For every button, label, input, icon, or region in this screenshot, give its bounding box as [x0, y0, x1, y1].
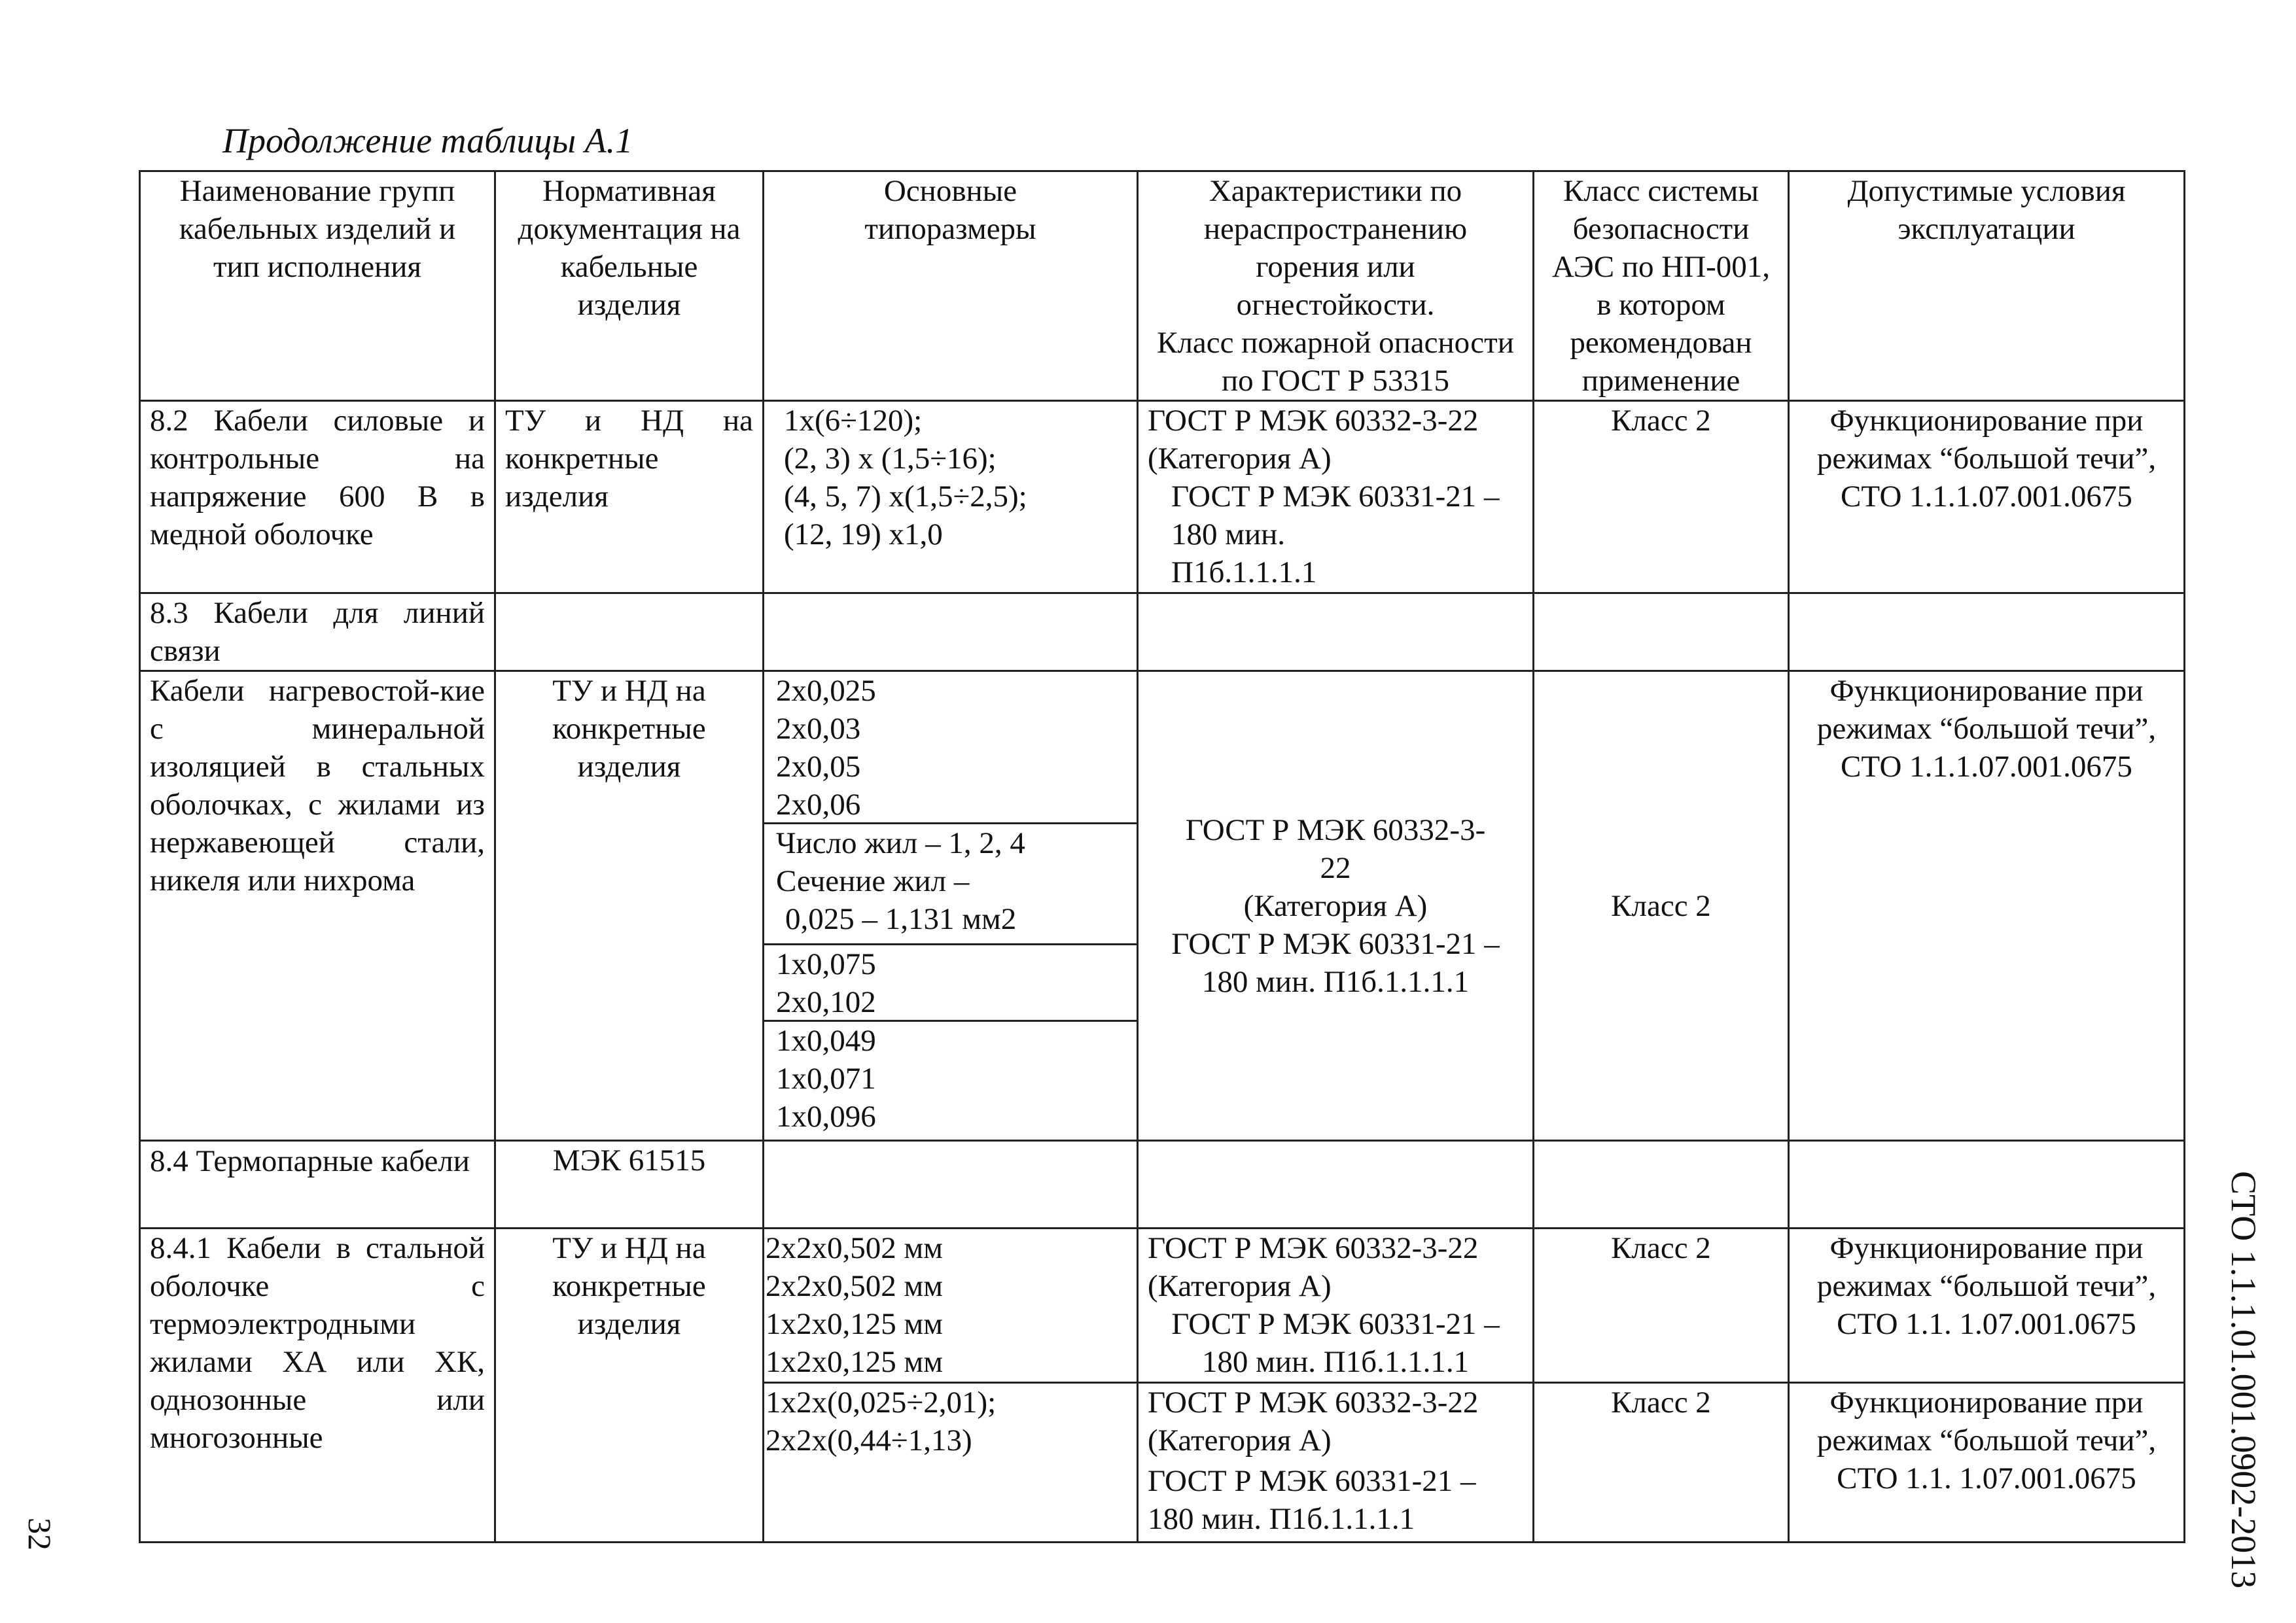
sizes-group: 1x0,049 1x0,071 1x0,096	[776, 1024, 876, 1134]
header-row	[140, 171, 2185, 401]
sizes-group: 1x0,075 2x0,102	[764, 945, 1137, 1022]
cell-doc: ТУ и НД на конкретные изделия	[495, 1229, 764, 1543]
table-row	[140, 593, 2185, 671]
cell-name: 8.4 Термопарные кабели	[140, 1141, 495, 1229]
table-row	[140, 1141, 2185, 1229]
cell-class: Класс 2	[1534, 401, 1789, 593]
cell-fire: ГОСТ Р МЭК 60332-3- 22 (Категория А) ГОСТ Р МЭК 60331-21 – 180 мин. П1б.1.1.1.1	[1138, 671, 1534, 1141]
cell-sizes: 1x(6÷120); (2, 3) x (1,5÷16); (4, 5, 7) x(1,5÷2,5); (12, 19) x1,0	[764, 401, 1138, 593]
cell-sizes-stack	[764, 671, 1138, 1141]
table-row	[140, 671, 2185, 1141]
cell-conditions: Функционирование при режимах “большой течи”, СТО 1.1. 1.07.001.0675	[1789, 1383, 2185, 1543]
sizes-group: 2x0,025 2x0,03 2x0,05 2x0,06	[764, 672, 1137, 824]
header-cell-name: Наименование групп кабельных изделий и тип исполнения	[140, 171, 495, 401]
cell-fire: ГОСТ Р МЭК 60332-3-22 (Категория А) ГОСТ Р МЭК 60331-21 – 180 мин. П1б.1.1.1.1	[1138, 1383, 1534, 1543]
cell-class: Класс 2	[1534, 1383, 1789, 1543]
cable-table	[139, 170, 2185, 1543]
page-number: 32	[22, 1518, 58, 1550]
cell-class: Класс 2	[1534, 671, 1789, 1141]
cell-sizes: 2x2x0,502 мм 2x2x0,502 мм 1x2x0,125 мм 1x2x0,125 мм	[764, 1229, 1138, 1383]
cell-doc: МЭК 61515	[495, 1141, 764, 1229]
cell-name: Кабели нагревостой-кие с минеральной изоляцией в стальных оболочках, с жилами из нержавеющей стали, никеля или нихрома	[140, 671, 495, 1141]
document-code: СТО 1.1.1.01.001.0902-2013	[2224, 1171, 2263, 1589]
sizes-group: Число жил – 1, 2, 4 Сечение жил – 0,025 – 1,131 мм2	[764, 824, 1137, 945]
cell-class: Класс 2	[1534, 1229, 1789, 1383]
cell-fire: ГОСТ Р МЭК 60332-3-22 (Категория А) ГОСТ Р МЭК 60331-21 – 180 мин. П1б.1.1.1.1	[1138, 401, 1534, 593]
cell-doc: ТУ и НД на конкретные изделия	[495, 401, 764, 593]
header-cell-fire: Характеристики по нераспространению горения или огнестойкости. Класс пожарной опасности по ГОСТ Р 53315	[1138, 171, 1534, 401]
cell-fire: ГОСТ Р МЭК 60332-3-22 (Категория А) ГОСТ Р МЭК 60331-21 – 180 мин. П1б.1.1.1.1	[1138, 1229, 1534, 1383]
cell-conditions: Функционирование при режимах “большой течи”, СТО 1.1. 1.07.001.0675	[1789, 1229, 2185, 1383]
header-cell-sizes: Основные типоразмеры	[764, 171, 1138, 401]
cell-name: 8.3 Кабели для линий связи	[140, 593, 495, 671]
table-row	[140, 1229, 2185, 1383]
table-caption: Продолжение таблицы А.1	[222, 121, 633, 160]
header-cell-doc: Нормативная документация на кабельные изделия	[495, 171, 764, 401]
cell-name: 8.2 Кабели силовые и контрольные на напряжение 600 В в медной оболочке	[140, 401, 495, 593]
cell-sizes: 1x2x(0,025÷2,01); 2x2x(0,44÷1,13)	[764, 1383, 1138, 1543]
cell-name: 8.4.1 Кабели в стальной оболочке с термоэлектродными жилами ХА или ХК, однозонные или многозонные	[140, 1229, 495, 1543]
cell-conditions: Функционирование при режимах “большой течи”, СТО 1.1.1.07.001.0675	[1789, 401, 2185, 593]
cell-conditions: Функционирование при режимах “большой течи”, СТО 1.1.1.07.001.0675	[1789, 671, 2185, 1141]
header-cell-conditions: Допустимые условия эксплуатации	[1789, 171, 2185, 401]
header-cell-class: Класс системы безопасности АЭС по НП-001, в котором рекомендован применение	[1534, 171, 1789, 401]
table-row	[140, 401, 2185, 593]
cell-doc: ТУ и НД на конкретные изделия	[495, 671, 764, 1141]
